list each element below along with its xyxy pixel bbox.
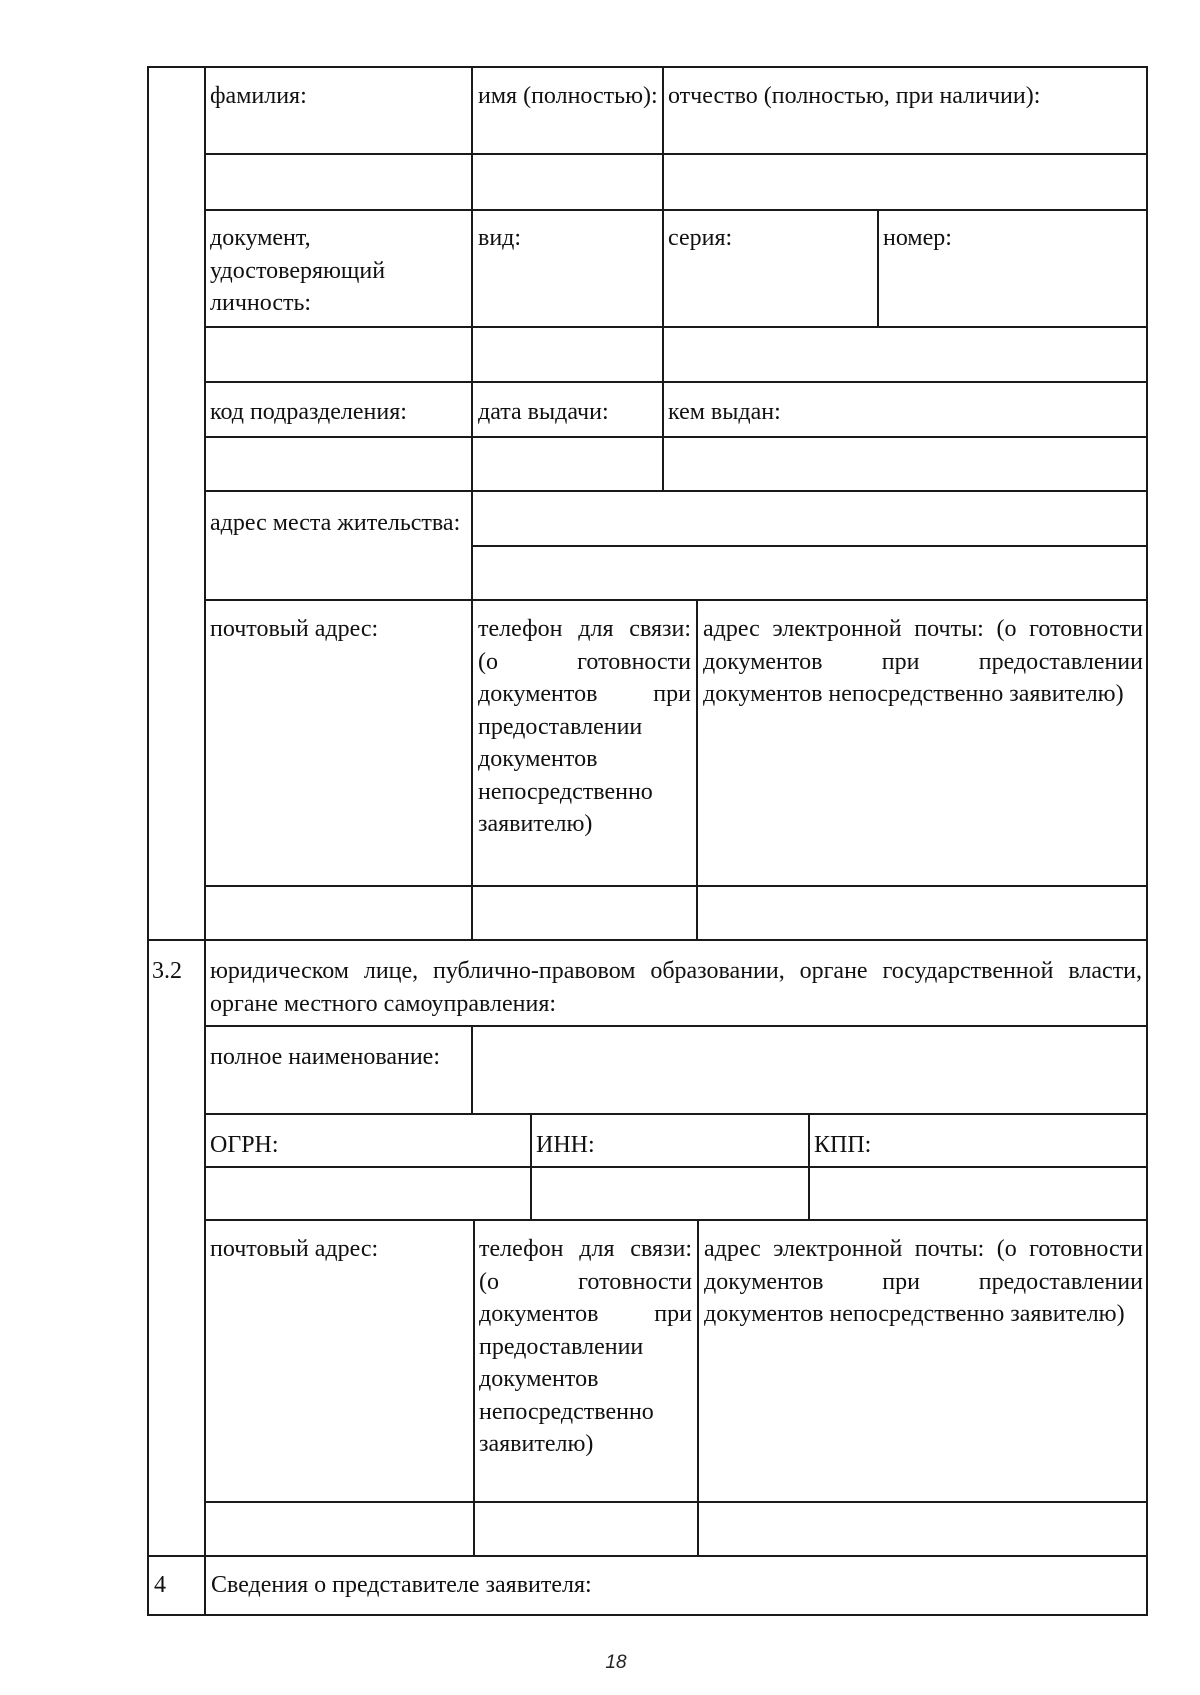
table-border-right (1146, 66, 1148, 1616)
inn-label: ИНН: (536, 1132, 595, 1158)
issue-date-label: дата выдачи: (478, 399, 609, 425)
division-code-value-field[interactable] (206, 438, 470, 489)
grid-line (204, 381, 1147, 383)
division-code-label: код подразделения: (210, 399, 407, 425)
email-value-field[interactable] (698, 887, 1145, 938)
legal-postal-address-value-field[interactable] (206, 1503, 472, 1554)
grid-line (204, 209, 1147, 211)
full-name-value-field[interactable] (473, 1027, 1145, 1112)
grid-line (204, 1219, 1147, 1221)
grid-line (877, 210, 879, 327)
legal-email-label: адрес электронной почты: (о готовности документов при предоставлении документов непосредственно заявителю) (704, 1236, 1143, 1327)
section-4-number: 4 (154, 1572, 166, 1598)
section-divider (147, 939, 1147, 941)
kpp-label: КПП: (814, 1132, 872, 1158)
issued-by-label: кем выдан: (668, 399, 781, 425)
surname-label: фамилия: (210, 83, 307, 109)
grid-line (204, 599, 1147, 601)
postal-address-value-field[interactable] (206, 887, 470, 938)
name-value-field[interactable] (473, 155, 661, 208)
email-label: адрес электронной почты: (о готовности документов при предоставлении документов непосредственно заявителю) (703, 616, 1143, 707)
patronymic-value-field[interactable] (664, 155, 1145, 208)
id-document-value-field[interactable] (206, 328, 470, 380)
surname-value-field[interactable] (206, 155, 470, 208)
inn-value-field[interactable] (532, 1168, 807, 1218)
doc-series-number-value-field[interactable] (664, 328, 1145, 380)
full-name-label: полное наименование: (210, 1044, 440, 1070)
section-3-2-number: 3.2 (152, 958, 182, 984)
issued-by-value-field[interactable] (664, 438, 1145, 489)
residence-address-label: адрес места жительства: (210, 510, 461, 536)
grid-line (471, 66, 473, 491)
table-border-left (147, 66, 149, 1616)
ogrn-value-field[interactable] (206, 1168, 529, 1218)
issue-date-value-field[interactable] (473, 438, 661, 489)
residence-address-field-2[interactable] (473, 547, 1145, 598)
section-divider (147, 1555, 1147, 1557)
residence-address-field-1[interactable] (473, 492, 1145, 544)
table-border-bottom (147, 1614, 1147, 1616)
doc-number-label: номер: (883, 225, 952, 251)
ogrn-label: ОГРН: (210, 1132, 279, 1158)
name-label: имя (полностью): (478, 83, 658, 109)
phone-label: телефон для связи: (о готовности документов при предоставлении документов непосредственно заявителю) (478, 616, 691, 837)
page-number: 18 (605, 1652, 627, 1673)
column-divider-number (204, 66, 206, 1616)
section-4-title: Сведения о представителе заявителя: (211, 1572, 592, 1598)
phone-value-field[interactable] (473, 887, 695, 938)
legal-phone-label: телефон для связи: (о готовности документов при предоставлении документов непосредственно заявителю) (479, 1236, 692, 1457)
doc-type-value-field[interactable] (473, 328, 661, 380)
section-3-2-title: юридическом лице, публично-правовом образовании, органе государственной власти, органе местного самоуправления: (210, 958, 1142, 1017)
legal-postal-address-label: почтовый адрес: (210, 1236, 379, 1262)
grid-line (662, 66, 664, 491)
kpp-value-field[interactable] (810, 1168, 1145, 1218)
doc-type-label: вид: (478, 225, 522, 251)
table-border-top (147, 66, 1147, 68)
id-document-label: документ, удостоверяющий личность: (210, 225, 386, 316)
grid-line (204, 1113, 1147, 1115)
legal-email-value-field[interactable] (699, 1503, 1145, 1554)
doc-series-label: серия: (668, 225, 733, 251)
postal-address-label: почтовый адрес: (210, 616, 379, 642)
patronymic-label: отчество (полностью, при наличии): (668, 83, 1041, 109)
legal-phone-value-field[interactable] (475, 1503, 696, 1554)
